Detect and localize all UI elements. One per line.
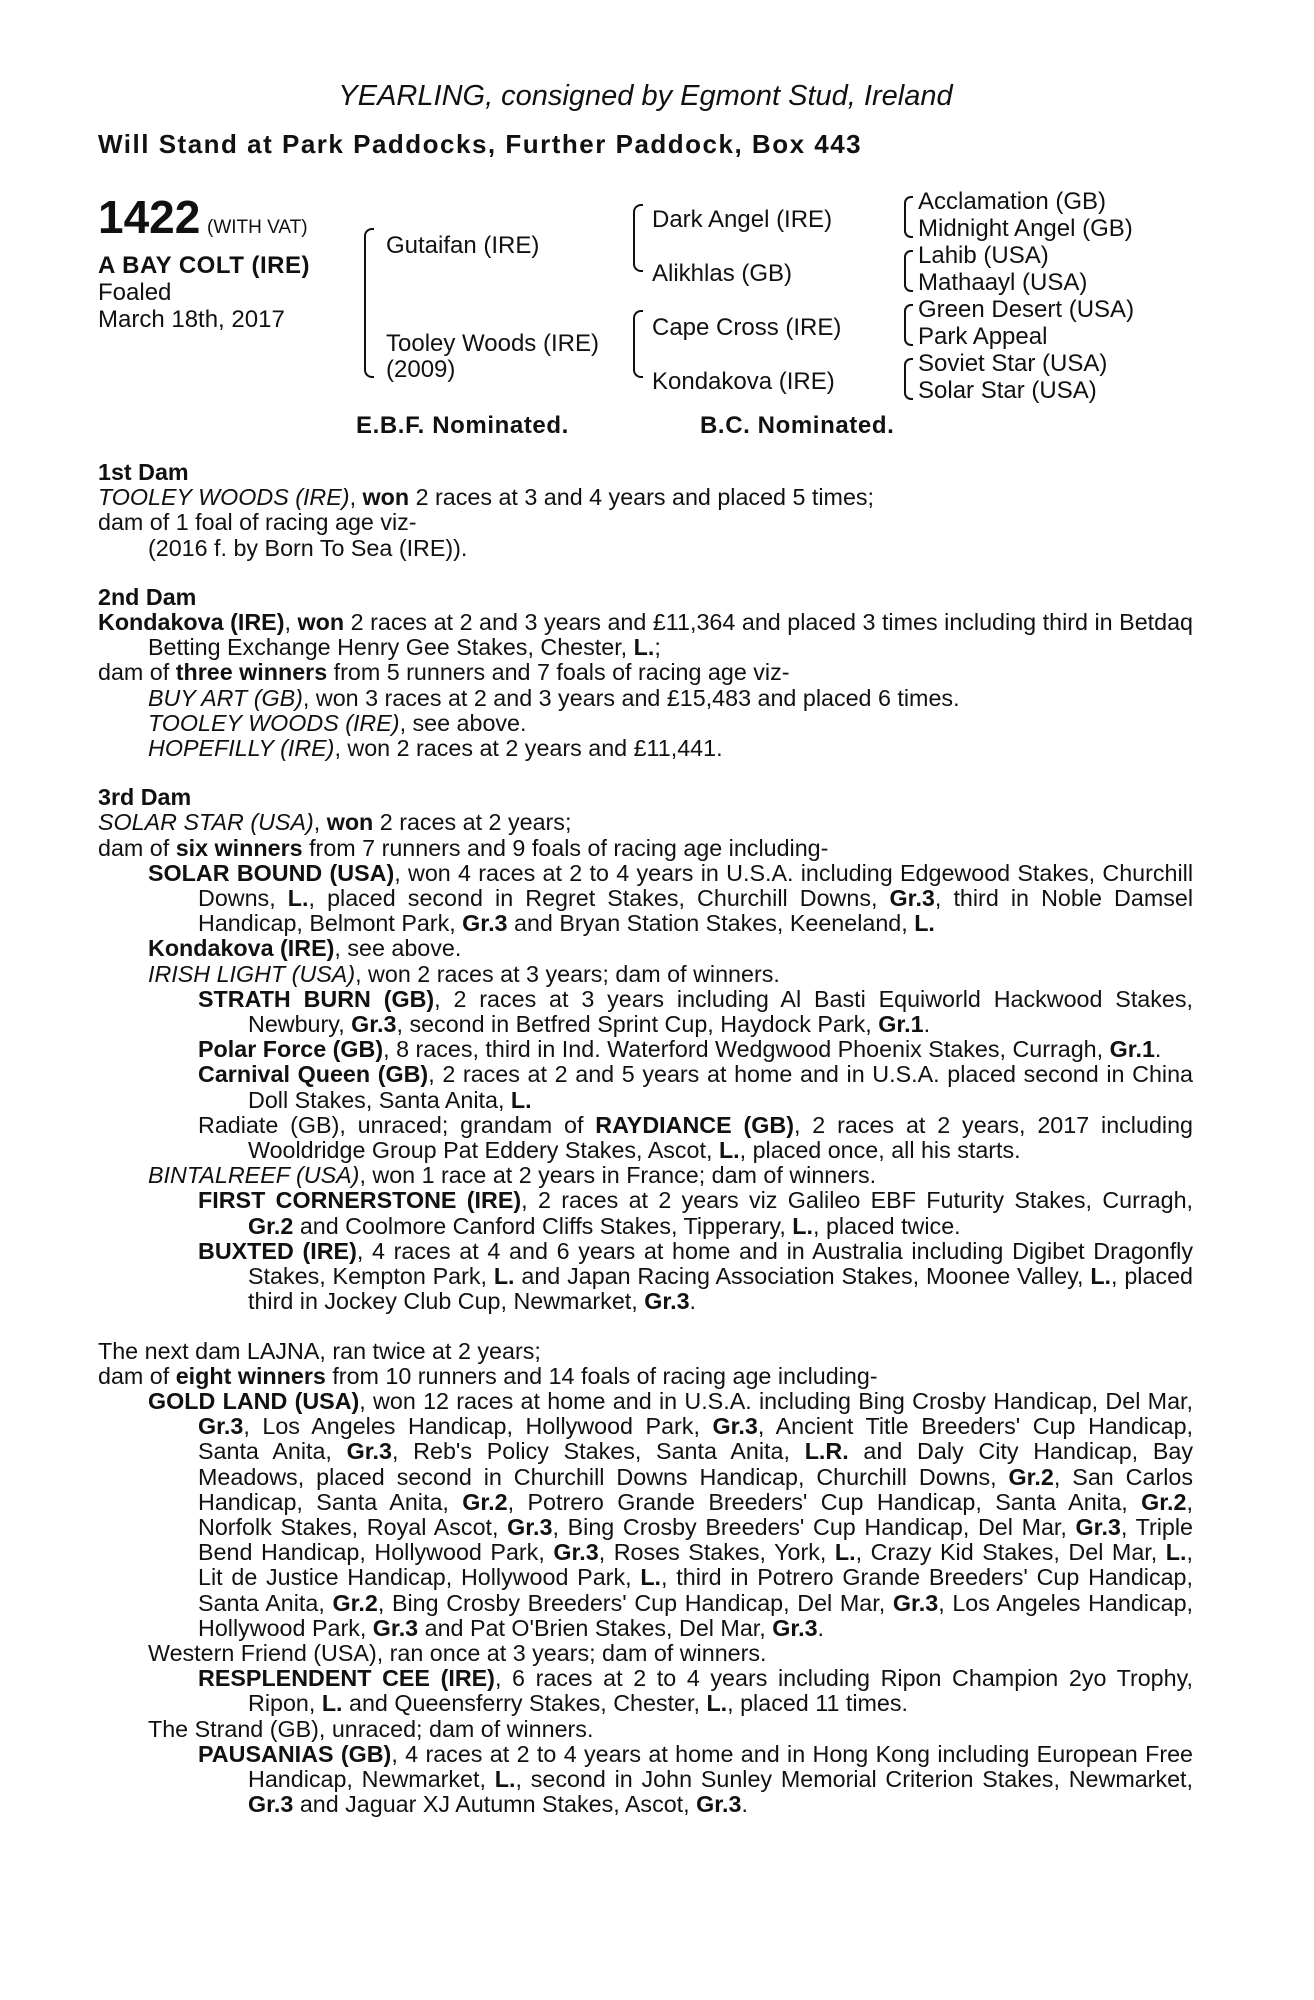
produce-solar-bound: SOLAR BOUND (USA), won 4 races at 2 to 4 years in U.S.A. including Edgewood Stakes, Churchill Downs, L., placed second in Regret Stakes, Churchill Downs, Gr.3, third in Noble Damsel Handicap, Belmont Park, Gr.3 and Bryan Station Stakes, Keeneland, L. — [148, 859, 1194, 937]
foaled-date: March 18th, 2017 — [98, 306, 285, 333]
foaled-label: Foaled — [98, 279, 172, 306]
sire-sire: Dark Angel (IRE) — [652, 206, 833, 233]
lot-title: A BAY COLT (IRE) — [98, 252, 311, 279]
produce-hopefilly: HOPEFILLY (IRE), won 2 races at 2 years and £11,441. — [148, 735, 723, 762]
second-dam-heading: 2nd Dam — [98, 583, 197, 610]
g3-brace-2 — [904, 250, 913, 292]
produce-pausanias: PAUSANIAS (GB), 4 races at 2 to 4 years at home and in Hong Kong including European Free Handicap, Newmarket, L., second in John Sunley Memorial Criterion Stakes, Newmarket, Gr.3 and Jaguar XJ Autumn Stakes, Ascot, Gr.3. — [198, 1740, 1193, 1818]
dam-name: Tooley Woods (IRE) — [386, 330, 599, 357]
dam-sire: Cape Cross (IRE) — [652, 314, 842, 341]
first-dam-heading: 1st Dam — [98, 459, 189, 485]
produce-polar-force: Polar Force (GB), 8 races, third in Ind. Waterford Wedgwood Phoenix Stakes, Curragh, Gr.1. — [198, 1036, 1162, 1063]
stand-info: Will Stand at Park Paddocks, Further Paddock, Box 443 — [98, 129, 863, 159]
first-dam-foal: (2016 f. by Born To Sea (IRE)). — [148, 534, 468, 561]
bc-nominated: B.C. Nominated. — [700, 412, 895, 439]
g3-mathaayl: Mathaayl (USA) — [918, 269, 1088, 296]
lot-number-line — [98, 190, 308, 244]
next-dam-foals: dam of eight winners from 10 runners and 14 foals of racing age including- — [98, 1362, 878, 1389]
second-dam-foals: dam of three winners from 5 runners and 7 foals of racing age viz- — [98, 659, 790, 686]
lot-number: 1422 — [98, 191, 201, 243]
g3-brace-1 — [904, 196, 913, 238]
next-dam-line: The next dam LAJNA, ran twice at 2 years; — [98, 1337, 541, 1364]
consignment-line: YEARLING, consigned by Egmont Stud, Ireland — [338, 80, 953, 112]
produce-western-friend: Western Friend (USA), ran once at 3 years; dam of winners. — [148, 1639, 767, 1666]
produce-gold-land: GOLD LAND (USA), won 12 races at home and in U.S.A. including Bing Crosby Handicap, Del Mar, Gr.3, Los Angeles Handicap, Hollywood Park, Gr.3, Ancient Title Breeders' Cup Handicap, Santa Anita, Gr.3, Reb's Policy Stakes, Santa Anita, L.R. and Daly City Handicap, Bay Meadows, placed second in Churchill Downs Handicap, Churchill Downs, Gr.2, San Carlos Handicap, Santa Anita, Gr.2, Potrero Grande Breeders' Cup Handicap, Santa Anita, Gr.2, Norfolk Stakes, Royal Ascot, Gr.3, Bing Crosby Breeders' Cup Handicap, Del Mar, Gr.3, Triple Bend Handicap, Hollywood Park, Gr.3, Roses Stakes, York, L., Crazy Kid Stakes, Del Mar, L., Lit de Justice Handicap, Hollywood Park, L., third in Potrero Grande Breeders' Cup Handicap, Santa Anita, Gr.2, Bing Crosby Breeders' Cup Handicap, Del Mar, Gr.3, Los Angeles Handicap, Hollywood Park, Gr.3 and Pat O'Brien Stakes, Del Mar, Gr.3. — [148, 1387, 1193, 1641]
produce-buxted: BUXTED (IRE), 4 races at 4 and 6 years at home and in Australia including Digibet Dragonfly Stakes, Kempton Park, L. and Japan Racing Association Stakes, Moonee Valley, L., placed third in Jockey Club Cup, Newmarket, Gr.3. — [198, 1237, 1193, 1315]
first-dam-foals: dam of 1 foal of racing age viz- — [98, 509, 417, 536]
third-dam-foals: dam of six winners from 7 runners and 9 foals of racing age including- — [98, 834, 829, 861]
vat-note: (WITH VAT) — [207, 217, 308, 238]
produce-the-strand: The Strand (GB), unraced; dam of winners. — [148, 1715, 594, 1742]
g3-green-desert: Green Desert (USA) — [918, 296, 1135, 323]
g3-solar-star: Solar Star (USA) — [918, 377, 1097, 404]
produce-first-cornerstone: FIRST CORNERSTONE (IRE), 2 races at 2 years viz Galileo EBF Futurity Stakes, Curragh, Gr.2 and Coolmore Canford Cliffs Stakes, Tipperary, L., placed twice. — [198, 1187, 1193, 1239]
pedigree-block — [98, 190, 1193, 440]
catalogue-page — [98, 80, 1193, 1817]
produce-kondakova: Kondakova (IRE), see above. — [148, 935, 462, 962]
produce-irish-light: IRISH LIGHT (USA), won 2 races at 3 years; dam of winners. — [148, 960, 780, 987]
produce-tooley-woods: TOOLEY WOODS (IRE), see above. — [148, 709, 527, 736]
g3-midnight-angel: Midnight Angel (GB) — [918, 215, 1133, 242]
g3-soviet-star: Soviet Star (USA) — [918, 350, 1108, 377]
dam-dam: Kondakova (IRE) — [652, 368, 835, 395]
g3-brace-4 — [904, 358, 913, 400]
g3-acclamation: Acclamation (GB) — [918, 188, 1107, 215]
third-dam-line: SOLAR STAR (USA), won 2 races at 2 years; — [98, 809, 572, 836]
first-dam-line: TOOLEY WOODS (IRE), won 2 races at 3 and 4 years and placed 5 times; — [98, 484, 875, 511]
ebf-nominated: E.B.F. Nominated. — [356, 412, 569, 439]
dam-year: (2009) — [386, 356, 456, 383]
sire-dam: Alikhlas (GB) — [652, 260, 793, 287]
second-dam-line: Kondakova (IRE), won 2 races at 2 and 3 years and £11,364 and placed 3 times including third in Betdaq Betting Exchange Henry Gee Stakes, Chester, L.; — [98, 609, 1193, 661]
produce-carnival-queen: Carnival Queen (GB), 2 races at 2 and 5 years at home and in U.S.A. placed second in China Doll Stakes, Santa Anita, L. — [198, 1061, 1193, 1113]
sire-dam-brace — [364, 228, 374, 378]
produce-radiate: Radiate (GB), unraced; grandam of RAYDIANCE (GB), 2 races at 2 years, 2017 including Wooldridge Group Pat Eddery Stakes, Ascot, L., placed once, all his starts. — [198, 1111, 1193, 1164]
produce-resplendent-cee: RESPLENDENT CEE (IRE), 6 races at 2 to 4 years including Ripon Champion 2yo Trophy, Ripon, L. and Queensferry Stakes, Chester, L., placed 11 times. — [198, 1665, 1193, 1717]
third-dam-heading: 3rd Dam — [98, 784, 192, 811]
pedigree-text — [98, 460, 1193, 1817]
produce-bintalreef: BINTALREEF (USA), won 1 race at 2 years in France; dam of winners. — [148, 1162, 877, 1189]
sire-parents-brace — [633, 204, 643, 272]
g3-park-appeal: Park Appeal — [918, 323, 1048, 350]
g3-brace-3 — [904, 304, 913, 346]
dam-parents-brace — [633, 310, 643, 378]
produce-strath-burn: STRATH BURN (GB), 2 races at 3 years including Al Basti Equiworld Hackwood Stakes, Newbury, Gr.3, second in Betfred Sprint Cup, Haydock Park, Gr.1. — [198, 985, 1193, 1038]
produce-buy-art: BUY ART (GB), won 3 races at 2 and 3 years and £15,483 and placed 6 times. — [148, 684, 960, 711]
sire-name: Gutaifan (IRE) — [386, 232, 540, 259]
g3-lahib: Lahib (USA) — [918, 242, 1049, 269]
